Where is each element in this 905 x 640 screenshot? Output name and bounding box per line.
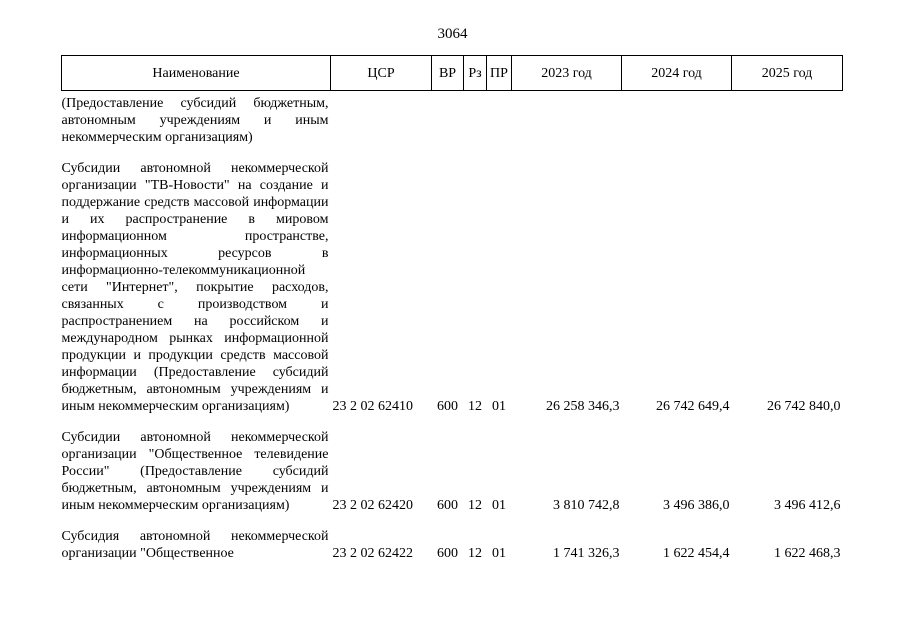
column-header-2024: 2024 год — [622, 56, 732, 91]
row-2023 — [512, 95, 622, 146]
row-vr: 600 — [437, 546, 458, 561]
row-name: Субсидии автономной некоммерческой организации "Общественное телевидение России" (Предоставление субсидий бюджетным, автономным учреждениям и иным некоммерческим организациям) — [61, 430, 329, 513]
row-2023: 1 741 326,3 — [553, 546, 620, 561]
row-vr: 600 — [437, 498, 458, 513]
column-header-csr: ЦСР — [331, 56, 432, 91]
column-header-rz: Рз — [464, 56, 487, 91]
row-rz: 12 — [468, 498, 482, 513]
row-2024 — [622, 95, 732, 146]
row-name: Субсидии автономной некоммерческой организации "ТВ-Новости" на создание и поддержание средств массовой информации и их распространение в мировом информационном пространстве, информационных ресурсов в информационно-телекоммуникационной сети "Интернет", покрытие расходов, связанных с производством и распространением на российском и международном рынках информационной продукции и продукции средств массовой информации (Предоставление субсидий бюджетным, автономным учреждениям и иным некоммерческим организациям) — [61, 161, 329, 414]
row-2023: 3 810 742,8 — [553, 498, 620, 513]
row-csr — [331, 95, 432, 146]
row-csr: 23 2 02 62422 — [332, 546, 413, 561]
row-vr — [432, 95, 464, 146]
row-2025: 3 496 412,6 — [774, 498, 841, 513]
row-2025 — [732, 95, 843, 146]
column-header-vr: ВР — [432, 56, 464, 91]
table-row — [62, 95, 843, 146]
table-row — [62, 429, 843, 514]
row-2025: 26 742 840,0 — [767, 399, 841, 414]
row-pr: 01 — [492, 546, 506, 561]
column-header-name: Наименование — [62, 56, 331, 91]
column-header-2023: 2023 год — [512, 56, 622, 91]
row-rz — [464, 95, 487, 146]
row-pr — [487, 95, 512, 146]
table-header-row — [62, 56, 843, 91]
row-2025: 1 622 468,3 — [774, 546, 841, 561]
row-2024: 3 496 386,0 — [663, 498, 730, 513]
row-name: Субсидия автономной некоммерческой организации "Общественное — [61, 529, 329, 561]
budget-table — [61, 55, 843, 562]
column-header-2025: 2025 год — [732, 56, 843, 91]
row-rz: 12 — [468, 546, 482, 561]
row-2024: 26 742 649,4 — [656, 399, 730, 414]
row-rz: 12 — [468, 399, 482, 414]
row-pr: 01 — [492, 498, 506, 513]
row-name: (Предоставление субсидий бюджетным, автономным учреждениям и иным некоммерческим организациям) — [61, 96, 329, 145]
row-pr: 01 — [492, 399, 506, 414]
row-csr: 23 2 02 62420 — [332, 498, 413, 513]
row-csr: 23 2 02 62410 — [332, 399, 413, 414]
table-row — [62, 160, 843, 415]
table-row — [62, 528, 843, 562]
row-vr: 600 — [437, 399, 458, 414]
row-2024: 1 622 454,4 — [663, 546, 730, 561]
column-header-pr: ПР — [487, 56, 512, 91]
row-2023: 26 258 346,3 — [546, 399, 620, 414]
page-number: 3064 — [437, 26, 468, 42]
